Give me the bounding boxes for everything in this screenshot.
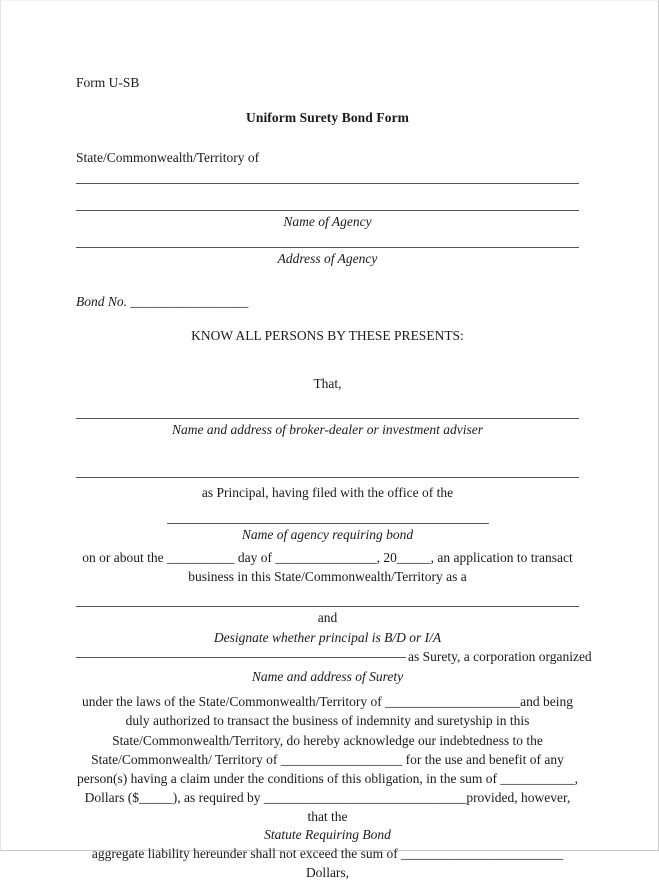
- blank-rule-designate-principal: [76, 606, 579, 607]
- body-line-5: person(s) having a claim under the conditions of this obligation, in the sum of ___________,: [77, 770, 578, 786]
- application-paragraph: [76, 548, 579, 586]
- form-code: Form U-SB: [76, 75, 140, 90]
- caption-name-address-surety: Name and address of Surety: [251, 668, 404, 684]
- bond-number-blank: _________________: [130, 293, 249, 309]
- body-line-4: State/Commonwealth/ Territory of __________________ for the use and benefit of any: [91, 751, 564, 767]
- body-line-2: duly authorized to transact the business of indemnity and suretyship in this: [125, 713, 530, 729]
- caption-statute-requiring-bond: Statute Requiring Bond: [264, 827, 391, 843]
- caption-agency-requiring-bond: Name of agency requiring bond: [241, 527, 414, 543]
- blank-rule-principal: [76, 477, 579, 478]
- page-title: Uniform Surety Bond Form: [245, 109, 410, 125]
- aggregate-liability-paragraph: [76, 844, 579, 882]
- bond-number-label: Bond No.: [76, 293, 128, 309]
- blank-rule-agency-requiring-bond: [167, 523, 489, 524]
- business-transact-line: business in this State/Commonwealth/Territory as a: [188, 568, 467, 584]
- on-or-about-line: on or about the __________ day of _______________, 20_____, an application to transact: [82, 549, 573, 565]
- body-line-7: aggregate liability hereunder shall not exceed the sum of ________________________ Dollars,: [91, 845, 564, 880]
- as-principal-line: as Principal, having filed with the office of the: [201, 484, 454, 500]
- state-commonwealth-territory-label: State/Commonwealth/Territory of: [76, 149, 260, 165]
- obligation-paragraph: [76, 692, 579, 826]
- and-connector: and: [317, 610, 338, 626]
- surety-line: [76, 648, 592, 666]
- blank-rule-surety: [76, 657, 406, 658]
- blank-rule-address-of-agency: [76, 247, 579, 248]
- caption-name-of-agency: Name of Agency: [283, 213, 372, 229]
- caption-designate-principal: Designate whether principal is B/D or I/A: [213, 629, 442, 645]
- as-surety-text: as Surety, a corporation organized: [408, 649, 592, 665]
- blank-rule-name-of-agency: [76, 210, 579, 211]
- that-line: That,: [313, 375, 342, 391]
- body-line-1: under the laws of the State/Commonwealth/Territory of ____________________and being: [82, 694, 573, 710]
- bond-number-field: [76, 294, 579, 310]
- document-content: [76, 75, 592, 882]
- body-line-6: Dollars ($_____), as required by ______________________________provided, however, that the: [84, 789, 571, 825]
- caption-broker-dealer: Name and address of broker-dealer or investment adviser: [171, 422, 484, 438]
- know-all-persons-heading: KNOW ALL PERSONS BY THESE PRESENTS:: [191, 327, 464, 343]
- body-line-3: State/Commonwealth/Territory, do hereby acknowledge our indebtedness to the: [112, 732, 543, 748]
- caption-address-of-agency: Address of Agency: [277, 251, 378, 267]
- blank-rule-broker-dealer: [76, 418, 579, 419]
